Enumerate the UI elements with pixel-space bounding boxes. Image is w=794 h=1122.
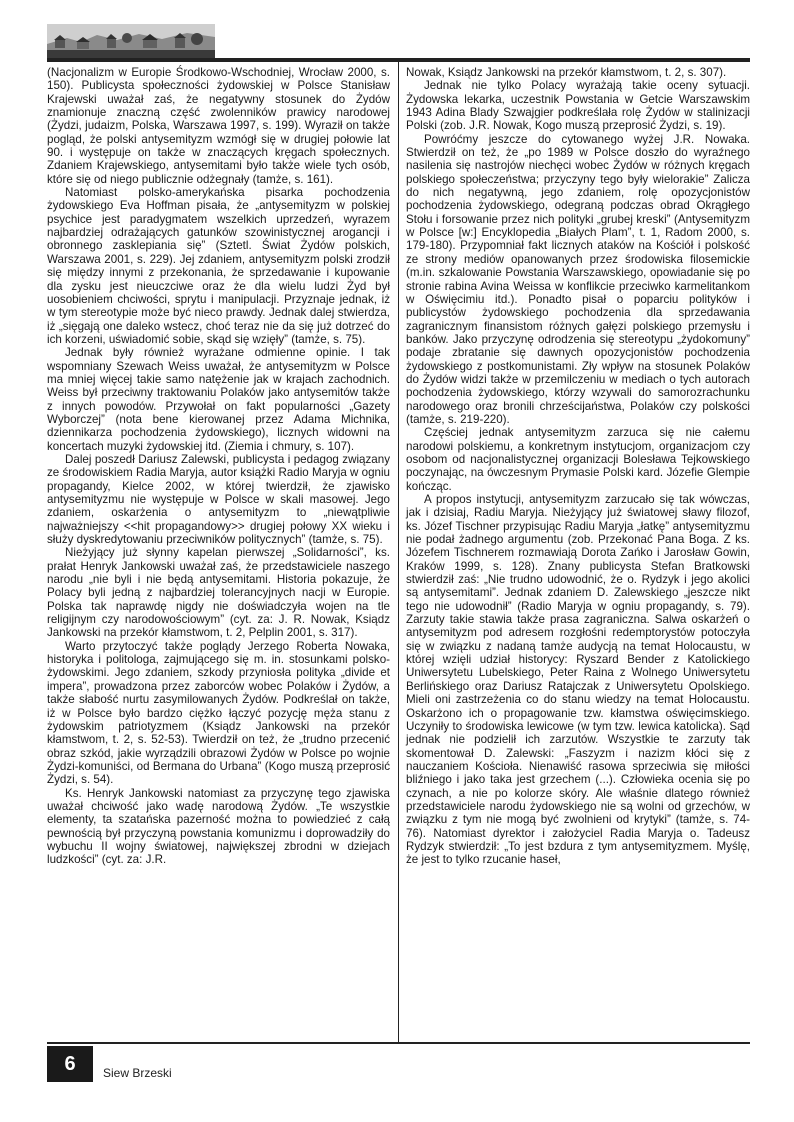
paragraph: Dalej poszedł Dariusz Zalewski, publicysta i pedagog związany ze środowiskiem Radia Maryja, autor książki Radio Maryja w ogniu propagandy, Kielce 2002, w której twierdził, że zjawisko antysemityzmu nie występuje w Polsce w skali masowej. Jego zdaniem, oskarżenia o antysemityzm to „niewątpliwie najważniejszy <<hit propagandowy>> drugiej połowy XX wieku i służy dyskredytowaniu przeciwników politycznych” (tamże, s. 75). (47, 452, 390, 547)
paragraph: Nieżyjący już słynny kapelan pierwszej „Solidarności”, ks. prałat Henryk Jankowski uważał zaś, że przedstawiciele naszego narodu „nie byli i nie będą antysemitami. Historia pokazuje, że Polacy byli jedną z najbardziej tolerancyjnych nacji w Europie. Polska tak naprawdę nigdy nie doświadczyła wojen na tle religijnym czy narodowościowym” (cyt. za: J. R. Nowak, Ksiądz Jankowski na przekór kłamstwom, t. 2, Pelplin 2001, s. 317). (47, 546, 390, 640)
paragraph: Częściej jednak antysemityzm zarzuca się nie całemu narodowi polskiemu, a konkretnym instytucjom, organizacjom czy osobom od nacjonalistycznej organizacji Bolesława Tejkowskiego poczynając, na ówczesnym Prymasie Polski kard. Józefie Glempie kończąc. (406, 426, 750, 493)
paragraph: Warto przytoczyć także poglądy Jerzego Roberta Nowaka, historyka i politologa, zajmującego się m. in. stosunkami polsko-żydowskimi. Jego zdaniem, szkody przyniosła polityka „divide et impera”, prowadzona przez zaborców wobec Polaków i Żydów, a także słabość nurtu zasymilowanych Żydów. Podkreślał on także, iż w Polsce było bardzo ciężko łączyć pozycję męża stanu z żydowskim patriotyzmem (Ksiądz Jankowski na przekór kłamstwom, t. 2, s. 52-53). Twierdził on też, że „trudno przecenić obraz szkód, jakie wyrządzili obrazowi Żydów w Polsce po wojnie Żydzi-komuniści, od Bermana do Urbana” (Kogo muszą przeprosić Żydzi, s. 54). (47, 639, 390, 787)
paragraph: Jednak były również wyrażane odmienne opinie. I tak wspomniany Szewach Weiss uważał, że antysemityzm w Polsce ma mniej więcej takie samo natężenie jak w krajach zachodnich. Weiss był przeciwny traktowaniu Polaków jako antysemitów także z innych powodów. Przywołał on fakt popularności „Gazety Wyborczej” (nota bene kierowanej przez Adama Michnika, dziennikarza pochodzenia żydowskiego), licznych widowni na koncertach muzyki żydowskiej itd. (Ziemia i chmury, s. 107). (47, 346, 390, 453)
page-number: 6 (47, 1046, 93, 1082)
village-landscape-image (47, 24, 215, 58)
paragraph-continuation: (Nacjonalizm w Europie Środkowo-Wschodniej, Wrocław 2000, s. 150). Publicysta społeczności żydowskiej w Polsce Stanisław Krajewski uważał zaś, że negatywny stosunek do Żydów znamionuje znaczną część zwolenników prawicy narodowej (Żydzi, judaizm, Polska, Warszawa 1997, s. 199). Wyraził on także pogląd, że polski antysemityzm wzmógł się w drugiej połowie lat 90. i występuje on także w znaczących kręgach społecznych. Zdaniem Krajewskiego, antysemitami było także wiele tych osób, które się od niego publicznie odżegnały (tamże, s. 161). (47, 66, 390, 186)
paragraph: A propos instytucji, antysemityzm zarzucało się tak wówczas, jak i dzisiaj, Radiu Maryja. Nieżyjący już światowej sławy filozof, ks. Józef Tischner przypisując Radiu Maryja „łatkę” antysemityzmu nie podał żadnego argumentu (zob. Przekonać Pana Boga. Z ks. Józefem Tischnerem rozmawiają Dorota Zańko i Jarosław Gowin, Kraków 1999, s. 128). Znany publicysta Stefan Bratkowski stwierdził zaś: „Nie trudno udowodnić, że o. Rydzyk i jego akolici są antysemitami”. Jednak zdaniem D. Zalewskiego „jeszcze nikt tego nie udowodnił” (Radio Maryja w ogniu propagandy, s. 79). Zarzuty takie stawia także prasa zagraniczna. Salwa oskarżeń o antysemityzm pod adresem rozgłośni redemptorystów potoczyła się w związku z nadaną tamże audycją na temat Holocaustu, w której wzięli udział historycy: Ryszard Bender z Katolickiego Uniwersytetu Lubelskiego, Peter Raina z Wolnego Uniwersytetu Berlińskiego oraz Dariusz Ratajczak z Uniwersytetu Opolskiego. Mieli oni zastrzeżenia co do stanu wiedzy na temat Holocaustu. Oskarżono ich o propagowanie tzw. kłamstwa oświęcimskiego. Uczyniły to środowiska lewicowe (w tym tzw. lewica katolicka). Sąd jednak nie podzielił ich zarzutów. Wszystkie te zarzuty tak skomentował D. Zalewski: „Faszyzm i nazizm kłóci się z nauczaniem Kościoła. Nienawiść rasowa sprzeciwia się miłości bliźniego i jako taka jest grzechem (...). Człowieka ocenia się po czynach, a nie po kolorze skóry. Ale właśnie dlatego również przedstawiciele narodu żydowskiego nie są wolni od grzechów, w związku z tym nie mogą być zwolnieni od krytyki” (tamże, s. 74-76). Natomiast dyrektor i założyciel Radia Maryja o. Tadeusz Rydzyk stwierdził: „To jest bzdura z tym antysemityzmem. Myślę, że jest to tylko rzucanie haseł, (406, 493, 750, 867)
header-photo (47, 24, 215, 58)
paragraph: Powróćmy jeszcze do cytowanego wyżej J.R. Nowaka. Stwierdził on też, że „po 1989 w Polsce doszło do wyraźnego nasilenia się nastrojów niechęci wobec Żydów w różnych kręgach polskiego społeczeństwa; przyczyny tego były wielorakie” Zalicza do nich negatywną, jego zdaniem, rolę opozycjonistów pochodzenia żydowskiego, odegraną podczas obrad Okrągłego Stołu i forsowanie przez nich polityki „grubej kreski” (Antysemityzm w Polsce [w:] Encyklopedia „Białych Plam”, t. 1, Radom 2000, s. 179-180). Przypomniał fakt licznych ataków na Kościół i polskość ze strony mediów opanowanych przez środowiska filosemickie (m.in. szkalowanie Powstania Warszawskiego, opowiadanie się po stronie rabina Avina Weissa w konflikcie przeciwko karmelitankom w Oświęcimiu itd.). Ponadto pisał o poparciu polityków i publicystów żydowskiego pochodzenia dla sprzedawania zagranicznym finansistom różnych gałęzi polskiego przemysłu i banków. Jako przyczynę odrodzenia się stereotypu „żydokomuny” podaje zbratanie się dawnych opozycjonistów pochodzenia żydowskiego z postkomunistami. Zły wpływ na stosunek Polaków do Żydów widzi także w przemilczeniu w mediach o tych autorach pochodzenia żydowskiego, którzy wzywali do samorozrachunku narodowego oraz bronili chrześcijaństwa, Polaków czy polskości (tamże, s. 219-220). (406, 132, 750, 426)
paragraph: Jednak nie tylko Polacy wyrażają takie oceny sytuacji. Żydowska lekarka, uczestnik Powstania w Getcie Warszawskim 1943 Adina Blady Szwajgier podkreślała rolę Żydów w stalinizacji Polski (zob. J.R. Nowak, Kogo muszą przeprosić Żydzi, s. 19). (406, 79, 750, 133)
publication-name: Siew Brzeski (103, 1066, 172, 1080)
column-divider (398, 62, 399, 1042)
paragraph-continuation: Nowak, Ksiądz Jankowski na przekór kłamstwom, t. 2, s. 307). (406, 66, 727, 79)
footer-rule (47, 1042, 750, 1044)
right-column (406, 66, 750, 867)
paragraph: Ks. Henryk Jankowski natomiast za przyczynę tego zjawiska uważał chciwość jako wadę narodową Żydów. „Te wszystkie elementy, ta szatańska pazerność można to powiedzieć z całą pewnością był przyczyną powstania komunizmu i doprowadziły do wybuchu II wojny światowej, największej zbrodni w dziejach ludzkości” (cyt. za: J.R. (47, 786, 390, 867)
left-column (47, 66, 390, 867)
paragraph: Natomiast polsko-amerykańska pisarka pochodzenia żydowskiego Eva Hoffman pisała, że „antysemityzm w polskiej psychice jest paradygmatem wszelkich uprzedzeń, wyrazem najbardziej odrażających gatunków szowinistycznej arogancji i obronnego zasklepiania się” (Sztetl. Świat Żydów polskich, Warszawa 2001, s. 229). Jej zdaniem, antysemityzm polski zrodził się między innymi z przekonania, że sprzedawanie i kupowanie dla zysku jest nieuczciwe oraz że dla wielu ludzi Żyd był uosobieniem chciwości, sprytu i manipulacji. Przyznaje jednak, iż w tym stereotypie może być nieco prawdy. Jednak dalej stwierdza, iż „sięgają one daleko wstecz, choć teraz nie da się już dotrzeć do ich korzeni, uświadomić sobie, skąd się wzięły” (tamże, s. 75). (47, 186, 390, 346)
